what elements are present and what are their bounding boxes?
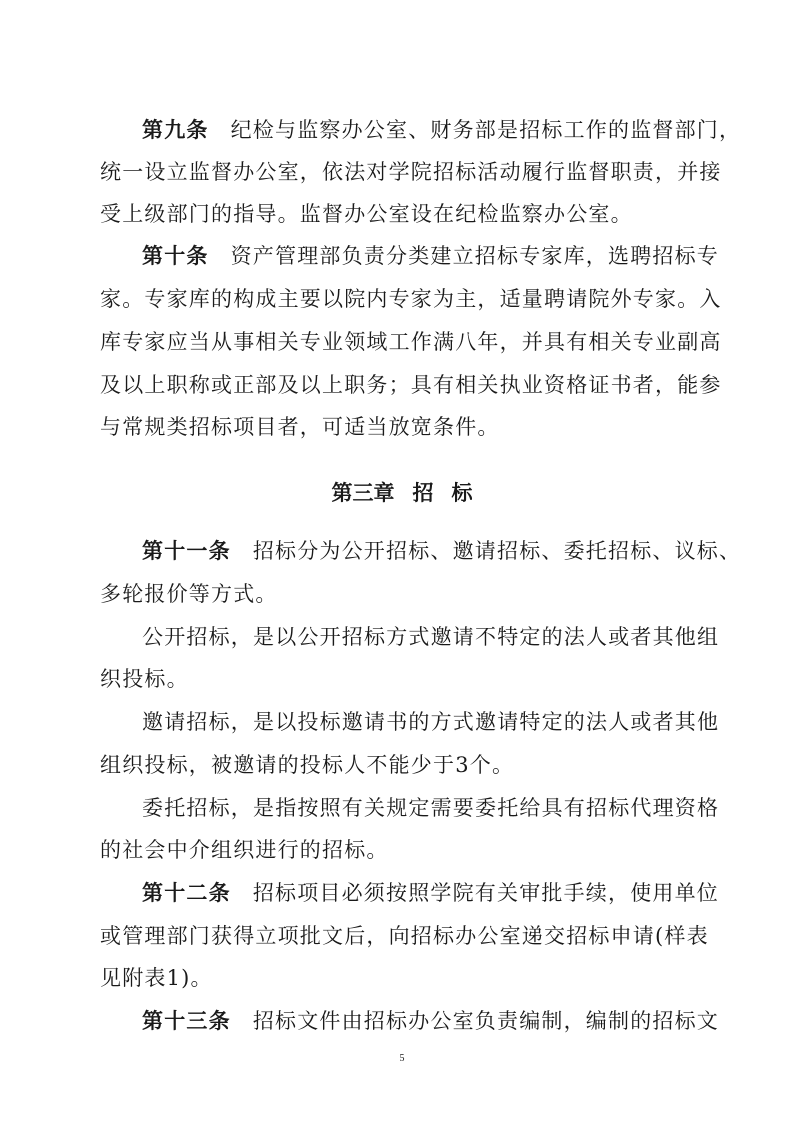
article-13-number: 第十三条 — [142, 1009, 231, 1033]
article-11-text: 招标分为公开招标、邀请招标、委托招标、议标、 — [252, 539, 742, 563]
article-9-text: 纪检与监察办公室、财务部是招标工作的监督部门， — [230, 118, 742, 142]
entrusted-tender-line-1: 委托招标，是指按照有关规定需要委托给具有招标代理资格 — [142, 796, 720, 820]
article-10-line-2: 家。专家库的构成主要以院内专家为主，适量聘请院外专家。入 — [100, 287, 722, 311]
chapter-title-char-2: 标 — [451, 481, 473, 505]
article-9-line-2: 统一设立监督办公室，依法对学院招标活动履行监督职责，并接 — [100, 160, 722, 184]
article-11-number: 第十一条 — [142, 539, 231, 563]
article-11-line-1 — [142, 537, 742, 565]
entrusted-tender-line-2: 的社会中介组织进行的招标。 — [100, 838, 389, 862]
article-9-line-3: 受上级部门的指导。监督办公室设在纪检监察办公室。 — [100, 202, 633, 226]
article-10-text: 资产管理部负责分类建立招标专家库，选聘招标专 — [230, 244, 720, 268]
article-10-line-5: 与常规类招标项目者，可适当放宽条件。 — [100, 415, 500, 439]
article-12-line-2: 或管理部门获得立项批文后，向招标办公室递交招标申请(样表 — [100, 924, 709, 948]
chapter-title-char-1: 招 — [412, 481, 434, 505]
invited-tender-line-2: 组织投标，被邀请的投标人不能少于3个。 — [100, 753, 515, 777]
article-9-line-1 — [142, 116, 742, 144]
invited-tender-line-1: 邀请招标，是以投标邀请书的方式邀请特定的法人或者其他 — [142, 710, 720, 734]
chapter-heading — [0, 479, 804, 507]
open-tender-line-2: 织投标。 — [100, 667, 189, 691]
article-12-line-3: 见附表1)。 — [100, 966, 213, 990]
article-12-number: 第十二条 — [142, 881, 231, 905]
chapter-number: 第三章 — [331, 481, 395, 505]
article-9-number: 第九条 — [142, 118, 209, 142]
open-tender-line-1: 公开招标，是以公开招标方式邀请不特定的法人或者其他组 — [142, 625, 720, 649]
article-12-line-1 — [142, 879, 720, 907]
article-13-text: 招标文件由招标办公室负责编制，编制的招标文 — [252, 1009, 720, 1033]
article-10-line-1 — [142, 242, 720, 270]
article-10-line-3: 库专家应当从事相关专业领域工作满八年，并具有相关专业副高 — [100, 330, 722, 354]
article-10-line-4: 及以上职称或正部及以上职务；具有相关执业资格证书者，能参 — [100, 373, 722, 397]
article-10-number: 第十条 — [142, 244, 209, 268]
article-11-line-2: 多轮报价等方式。 — [100, 582, 278, 606]
page-number: 5 — [399, 1053, 405, 1064]
article-13-line-1 — [142, 1007, 720, 1035]
article-12-text: 招标项目必须按照学院有关审批手续，使用单位 — [252, 881, 720, 905]
